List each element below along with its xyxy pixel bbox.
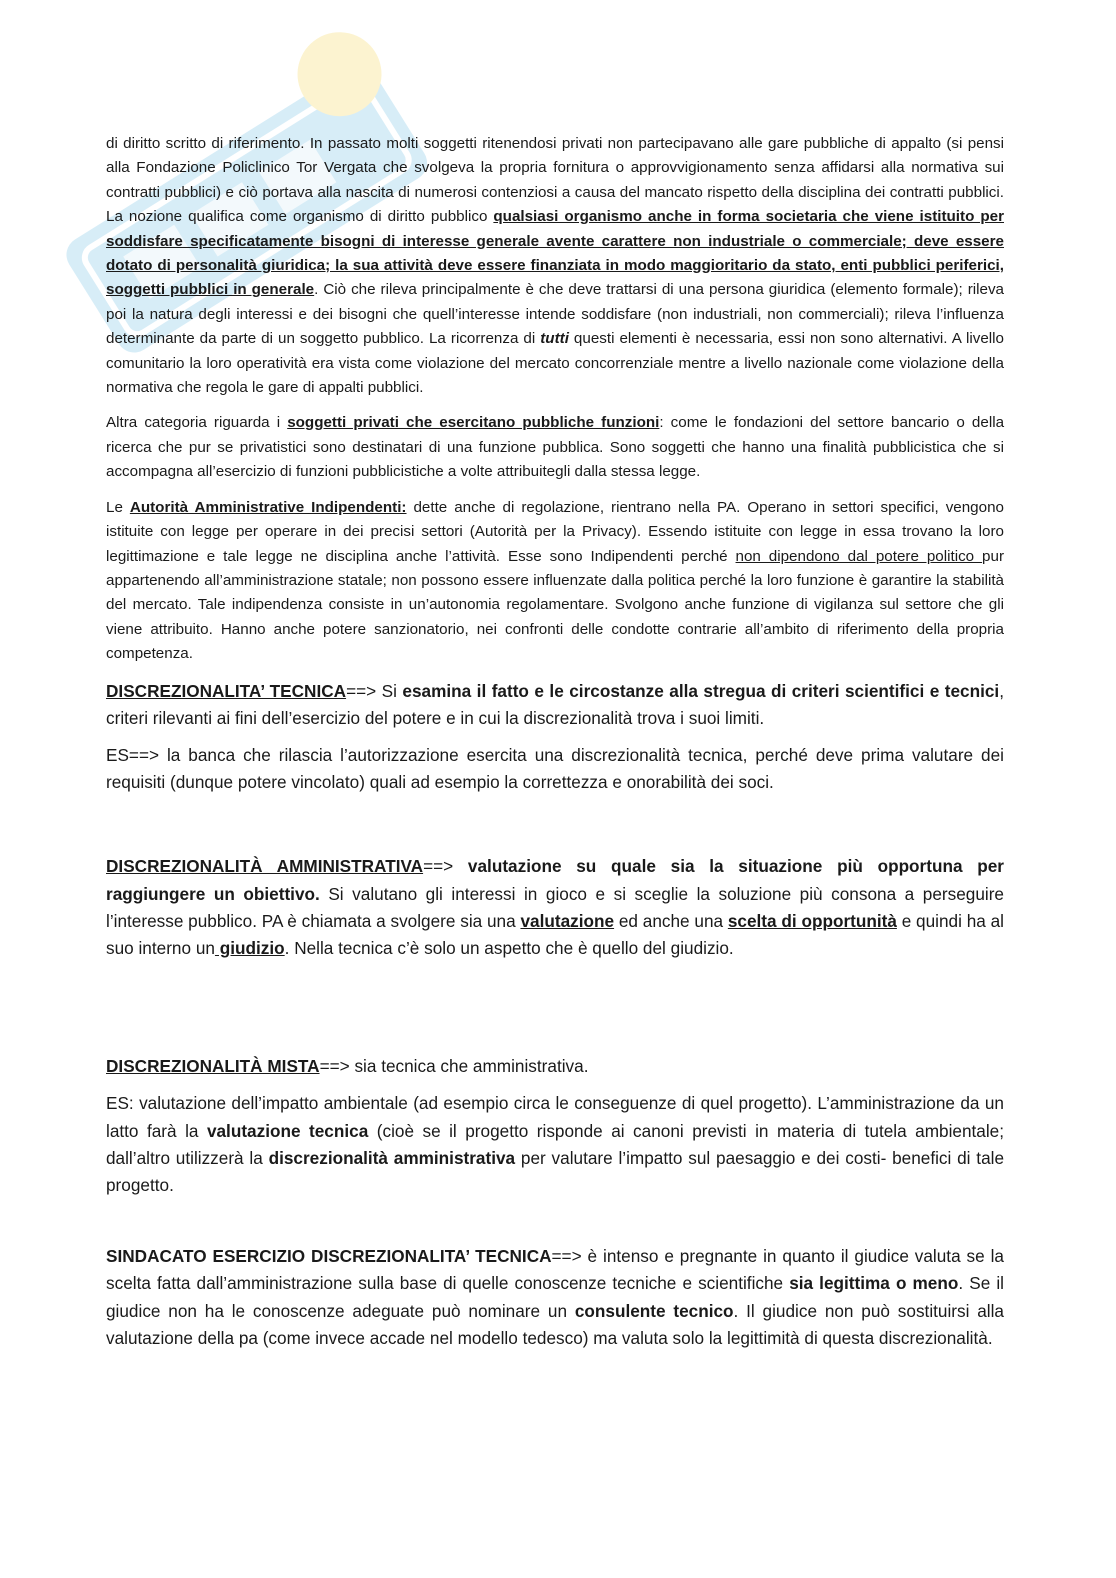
paragraph-soggetti-privati: Altra categoria riguarda i soggetti privati che esercitano pubbliche funzioni: come le fondazioni del settore bancario o della ricerca che pur se privatistici sono destinatari di una funzione pubblica. Sono soggetti che hanno una finalità pubblicistica che si accompagna all’esercizio di funzioni pubblicistiche a volte attribuitegli dalla stessa legge.	[106, 414, 1005, 481]
definition-organismo: qualsiasi organismo anche in forma societaria che viene istituito per soddisfare specificatamente bisogni di interesse generale avente carattere non industriale o commerciale; deve essere dotato di personalità giuridica; la sua attività deve essere finanziata in modo maggioritario da stato, enti pubblici periferici, soggetti pubblici in generale	[106, 208, 1004, 299]
paragraph-discrezionalita-tecnica: DISCREZIONALITA’ TECNICA==> Si esamina il fatto e le circostanze alla stregua di criteri scientifici e tecnici, criteri rilevanti ai fini dell’esercizio del potere e in cui la discrezionalità trova i suoi limiti.	[106, 680, 1004, 728]
autorita-term: Autorità Amministrative Indipendenti:	[129, 498, 407, 516]
paragraph-autorita-indipendenti: Le Autorità Amministrative Indipendenti: dette anche di regolazione, rientrano nella PA. Operano in settori specifici, vengono istituite con legge per operare in dei precisi settori (Autorità per la Privacy). Essendo istituite con legge in essa trovano la loro legittimazione e tale legge ne disciplina anche l’attività. Esse sono Indipendenti perché non dipendono dal potere politico pur appartenendo all’amministrazione statale; non possono essere influenzate dalla politica perché la loro funzione è garantire la stabilità del mercato. Tale indipendenza consiste in un’autonomia regolamentare. Svolgono anche funzione di vigilanza sul settore che gli viene attribuito. Hanno anche potere sanzionatorio, nei confronti delle condotte contrarie all’ambito di riferimento della propria competenza.	[106, 498, 1004, 663]
paragraph-esempio-banca: ES==> la banca che rilascia l’autorizzazione esercita una discrezionalità tecnica, perché deve prima valutare dei requisiti (dunque potere vincolato) quali ad esempio la correttezza e onorabilità dei soci.	[106, 744, 1004, 793]
non-dipendono-term: non dipendono dal potere politico	[735, 547, 983, 565]
paragraph-esempio-impatto: ES: valutazione dell’impatto ambientale (ad esempio circa le conseguenze di quel progetto). L’amministrazione da un latto farà la valutazione tecnica (cioè se il progetto risponde ai canoni previsti in materia di tutela ambientale; dall’altro utilizzerà la discrezionalità amministrativa per valutare l’impatto sul paesaggio e dei costi- benefici di tale progetto.	[106, 1093, 1005, 1195]
heading-discrezionalita-amministrativa: DISCREZIONALITÀ AMMINISTRATIVA	[106, 856, 424, 877]
heading-discrezionalita-mista: DISCREZIONALITÀ MISTA	[106, 1056, 320, 1077]
soggetti-privati-term: soggetti privati che esercitano pubbliche funzioni	[287, 414, 660, 432]
paragraph-discrezionalita-amministrativa: DISCREZIONALITÀ AMMINISTRATIVA==> valutazione su quale sia la situazione più opportuna per raggiungere un obiettivo. Si valutano gli interessi in gioco e si sceglie la soluzione più consona a perseguire l’interesse pubblico. PA è chiamata a svolgere sia una valutazione ed anche una scelta di opportunità e quindi ha al suo interno un giudizio. Nella tecnica c’è solo un aspetto che è quello del giudizio.	[106, 856, 1005, 958]
paragraph-sindacato: SINDACATO ESERCIZIO DISCREZIONALITA’ TECNICA==> è intenso e pregnante in quanto il giudice valuta se la scelta fatta dall’amministrazione sulla base di quelle conoscenze tecniche e scientifiche sia legittima o meno. Se il giudice non ha le conoscenze adeguate può nominare un consulente tecnico. Il giudice non può sostituirsi alla valutazione della pa (come invece accade nel modello tedesco) ma valuta solo la legittimità di questa discrezionalità.	[106, 1246, 1004, 1348]
heading-sindacato: SINDACATO ESERCIZIO DISCREZIONALITA’ TECNICA	[106, 1246, 552, 1267]
document-body	[106, 128, 1004, 1352]
paragraph-discrezionalita-mista: DISCREZIONALITÀ MISTA==> sia tecnica che amministrativa.	[106, 1056, 589, 1077]
heading-discrezionalita-tecnica: DISCREZIONALITA’ TECNICA	[106, 680, 347, 701]
paragraph-organismo-diritto-pubblico: di diritto scritto di riferimento. In passato molti soggetti ritenendosi privati non partecipavano alle gare pubbliche di appalto (si pensi alla Fondazione Policlinico Tor Vergata che svolgeva la propria fornitura o approvvigionamento senza affidarsi alla normativa sui contratti pubblici) e ciò portava alla nascita di numerosi contenziosi a causa del mancato rispetto della disciplina dei contratti pubblici. La nozione qualifica come organismo di diritto pubblico qualsiasi organismo anche in forma societaria che viene istituito per soddisfare specificatamente bisogni di interesse generale avente carattere non industriale o commerciale; deve essere dotato di personalità giuridica; la sua attività deve essere finanziata in modo maggioritario da stato, enti pubblici periferici, soggetti pubblici in generale. Ciò che rileva principalmente è che deve trattarsi di una persona giuridica (elemento formale); rileva poi la natura degli interessi e dei bisogni che quell’interesse intende soddisfare (non industriali, non commerciali); rileva l’influenza determinante da parte di un soggetto pubblico. La ricorrenza di tutti questi elementi è necessaria, essi non sono alternativi. A livello comunitario la loro operatività era vista come violazione del mercato concorrenziale mentre a livello nazionale come violazione della normativa che regola le gare di appalti pubblici.	[106, 135, 1004, 397]
